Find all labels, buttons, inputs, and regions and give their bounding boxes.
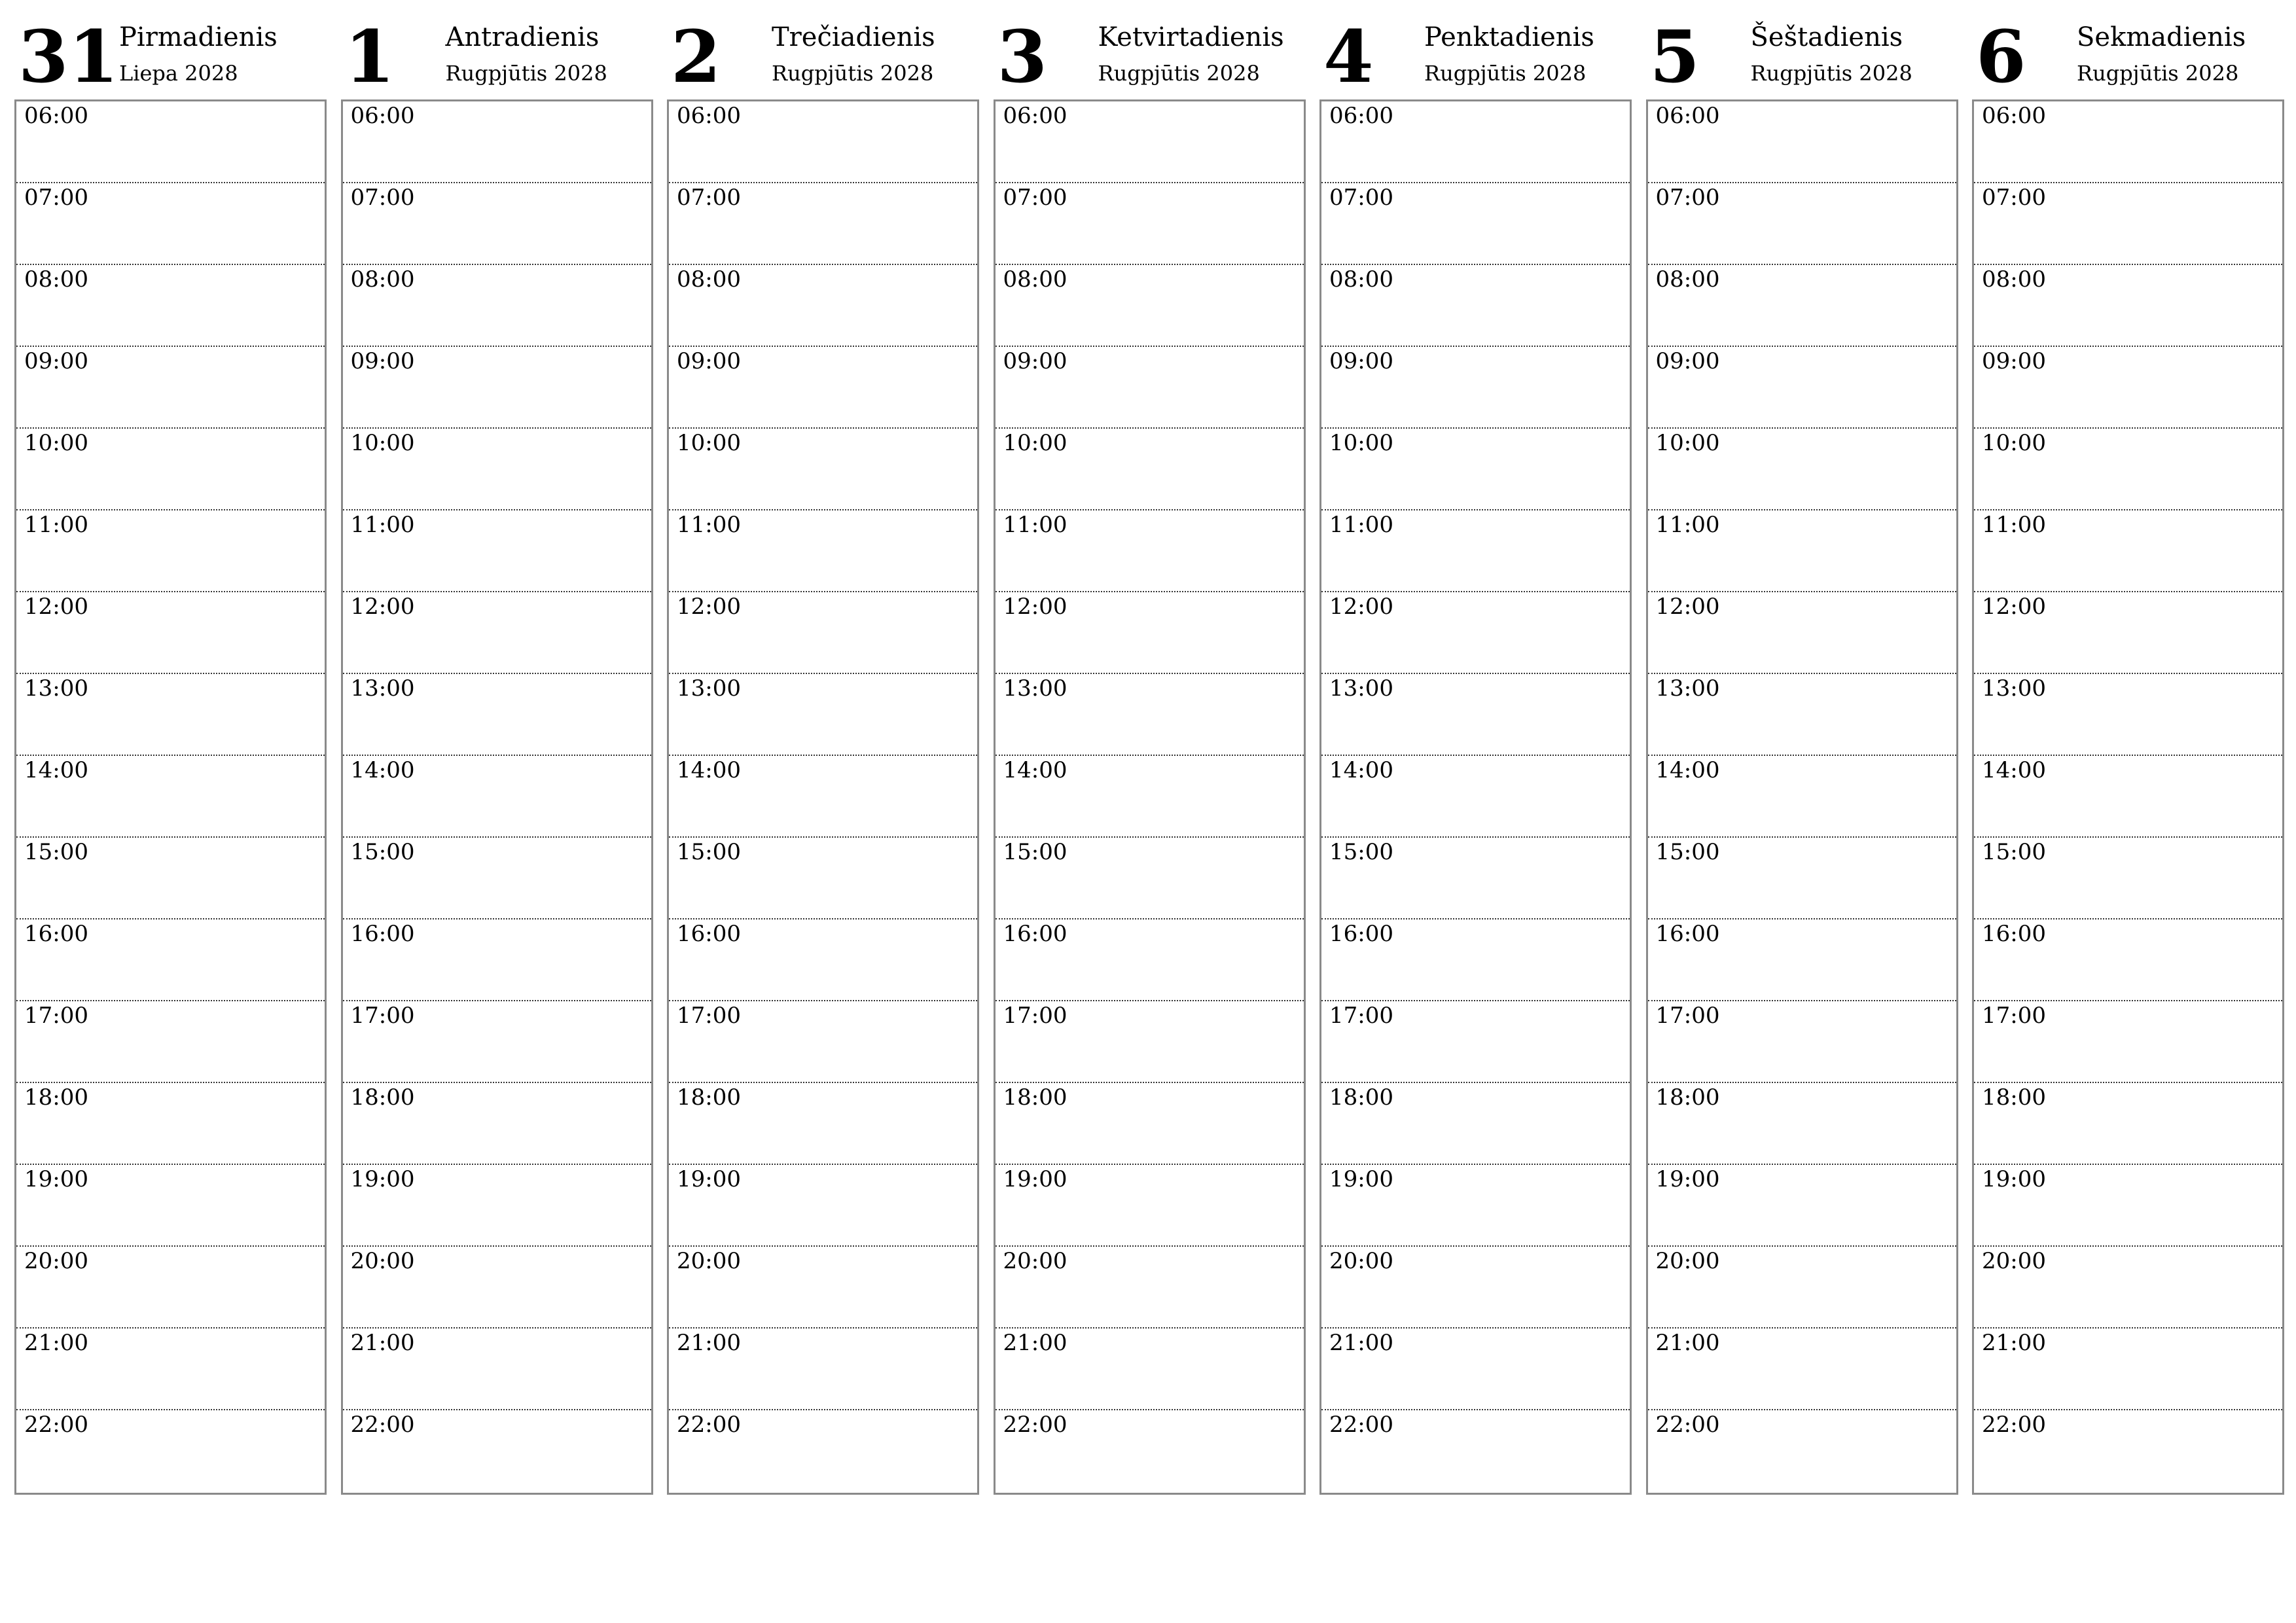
hour-slot[interactable]	[996, 592, 1304, 674]
day-name: Penktadienis	[1424, 22, 1594, 52]
hours-box	[341, 99, 653, 1495]
hour-slot[interactable]	[669, 919, 977, 1001]
hour-slot[interactable]	[343, 429, 651, 510]
hour-label: 16:00	[24, 921, 88, 947]
hour-label: 16:00	[677, 921, 741, 947]
hour-slot[interactable]	[343, 1410, 651, 1492]
hour-slot[interactable]	[16, 1329, 325, 1410]
hour-label: 10:00	[677, 430, 741, 456]
day-month: Rugpjūtis 2028	[1750, 61, 1912, 86]
hour-label: 20:00	[1982, 1248, 2046, 1274]
hour-label: 06:00	[350, 103, 415, 129]
hour-slot[interactable]	[669, 510, 977, 592]
hour-label: 22:00	[1655, 1412, 1720, 1438]
hour-slot[interactable]	[16, 510, 325, 592]
hour-slot[interactable]	[343, 265, 651, 347]
hour-label: 08:00	[1003, 266, 1067, 293]
hour-slot[interactable]	[1321, 919, 1630, 1001]
hour-label: 13:00	[1329, 675, 1393, 702]
hour-slot[interactable]	[343, 838, 651, 919]
day-name: Ketvirtadienis	[1098, 22, 1284, 52]
hour-label: 12:00	[350, 594, 415, 620]
day-column	[1646, 0, 1958, 1505]
hour-slot[interactable]	[996, 510, 1304, 592]
hour-label: 06:00	[677, 103, 741, 129]
hour-label: 06:00	[1329, 103, 1393, 129]
hour-slot[interactable]	[1648, 1329, 1956, 1410]
hour-label: 21:00	[24, 1330, 88, 1356]
hour-label: 11:00	[1982, 512, 2046, 538]
hour-slot[interactable]	[16, 183, 325, 265]
day-name: Sekmadienis	[2077, 22, 2246, 52]
hour-label: 19:00	[24, 1166, 88, 1192]
day-column	[14, 0, 327, 1505]
hour-slot[interactable]	[996, 265, 1304, 347]
hour-label: 20:00	[1655, 1248, 1720, 1274]
hour-slot[interactable]	[1974, 101, 2282, 183]
hour-label: 08:00	[1655, 266, 1720, 293]
hour-slot[interactable]	[1974, 838, 2282, 919]
hour-slot[interactable]	[16, 101, 325, 183]
hour-label: 20:00	[24, 1248, 88, 1274]
hour-label: 12:00	[1003, 594, 1067, 620]
hour-label: 17:00	[1329, 1003, 1393, 1029]
hour-label: 13:00	[24, 675, 88, 702]
hour-slot[interactable]	[669, 1001, 977, 1083]
day-column	[667, 0, 979, 1505]
hour-slot[interactable]	[1974, 1083, 2282, 1165]
hour-label: 18:00	[24, 1084, 88, 1111]
hour-slot[interactable]	[343, 347, 651, 429]
hour-slot[interactable]	[343, 1165, 651, 1247]
hour-label: 10:00	[1329, 430, 1393, 456]
hour-slot[interactable]	[1974, 592, 2282, 674]
hour-label: 22:00	[24, 1412, 88, 1438]
hour-slot[interactable]	[1648, 429, 1956, 510]
hour-label: 18:00	[350, 1084, 415, 1111]
hour-slot[interactable]	[669, 1247, 977, 1329]
hour-label: 16:00	[1329, 921, 1393, 947]
hour-label: 07:00	[1982, 185, 2046, 211]
hour-slot[interactable]	[1648, 183, 1956, 265]
hour-slot[interactable]	[343, 1083, 651, 1165]
hour-label: 12:00	[24, 594, 88, 620]
hour-label: 09:00	[1003, 348, 1067, 374]
hour-slot[interactable]	[16, 347, 325, 429]
hour-slot[interactable]	[1974, 429, 2282, 510]
hour-label: 17:00	[1655, 1003, 1720, 1029]
hour-label: 10:00	[350, 430, 415, 456]
hour-label: 19:00	[350, 1166, 415, 1192]
hour-label: 13:00	[677, 675, 741, 702]
hour-slot[interactable]	[1648, 838, 1956, 919]
hour-slot[interactable]	[16, 919, 325, 1001]
hour-slot[interactable]	[1974, 510, 2282, 592]
hour-slot[interactable]	[1648, 592, 1956, 674]
hour-label: 10:00	[1655, 430, 1720, 456]
hour-slot[interactable]	[1974, 265, 2282, 347]
hour-slot[interactable]	[1974, 1410, 2282, 1492]
hour-label: 15:00	[1329, 839, 1393, 865]
hour-label: 21:00	[1003, 1330, 1067, 1356]
hour-label: 22:00	[1329, 1412, 1393, 1438]
hour-label: 09:00	[1655, 348, 1720, 374]
hour-slot[interactable]	[669, 265, 977, 347]
hour-label: 13:00	[1982, 675, 2046, 702]
hour-slot[interactable]	[669, 347, 977, 429]
hour-slot[interactable]	[996, 1001, 1304, 1083]
hour-slot[interactable]	[1321, 674, 1630, 756]
hour-label: 17:00	[1003, 1003, 1067, 1029]
hour-slot[interactable]	[996, 101, 1304, 183]
hour-slot[interactable]	[1648, 101, 1956, 183]
hour-label: 08:00	[677, 266, 741, 293]
hour-label: 07:00	[24, 185, 88, 211]
hour-label: 08:00	[24, 266, 88, 293]
day-column	[1319, 0, 1632, 1505]
hour-label: 15:00	[677, 839, 741, 865]
hour-label: 12:00	[677, 594, 741, 620]
hour-slot[interactable]	[1321, 1247, 1630, 1329]
day-month: Rugpjūtis 2028	[1424, 61, 1587, 86]
hour-label: 20:00	[677, 1248, 741, 1274]
hour-slot[interactable]	[1321, 592, 1630, 674]
hour-label: 06:00	[1003, 103, 1067, 129]
hour-slot[interactable]	[669, 429, 977, 510]
hour-label: 18:00	[1329, 1084, 1393, 1111]
hour-label: 13:00	[1003, 675, 1067, 702]
hour-label: 21:00	[350, 1330, 415, 1356]
hour-slot[interactable]	[1648, 1165, 1956, 1247]
hour-slot[interactable]	[1974, 674, 2282, 756]
hour-label: 21:00	[1982, 1330, 2046, 1356]
hour-slot[interactable]	[1321, 1410, 1630, 1492]
hours-box	[14, 99, 327, 1495]
hour-slot[interactable]	[669, 101, 977, 183]
hour-slot[interactable]	[16, 429, 325, 510]
hour-label: 14:00	[1982, 757, 2046, 783]
hour-slot[interactable]	[343, 919, 651, 1001]
hours-box	[667, 99, 979, 1495]
hour-slot[interactable]	[16, 674, 325, 756]
hour-label: 14:00	[677, 757, 741, 783]
hour-slot[interactable]	[669, 592, 977, 674]
hour-slot[interactable]	[1648, 265, 1956, 347]
hour-label: 18:00	[1982, 1084, 2046, 1111]
day-number: 5	[1649, 14, 1700, 99]
day-number: 2	[671, 14, 721, 99]
hour-label: 11:00	[1329, 512, 1393, 538]
hour-label: 12:00	[1982, 594, 2046, 620]
hour-slot[interactable]	[16, 592, 325, 674]
hour-label: 21:00	[677, 1330, 741, 1356]
hour-label: 12:00	[1655, 594, 1720, 620]
hour-label: 19:00	[1003, 1166, 1067, 1192]
hour-slot[interactable]	[1648, 1001, 1956, 1083]
hour-label: 17:00	[24, 1003, 88, 1029]
hour-label: 15:00	[24, 839, 88, 865]
day-header	[1972, 0, 2284, 99]
hour-slot[interactable]	[669, 1410, 977, 1492]
hour-label: 19:00	[1655, 1166, 1720, 1192]
day-name: Trečiadienis	[772, 22, 935, 52]
hours-box	[994, 99, 1306, 1495]
hour-slot[interactable]	[996, 674, 1304, 756]
hour-slot[interactable]	[1974, 347, 2282, 429]
hour-slot[interactable]	[996, 1165, 1304, 1247]
day-number: 6	[1976, 14, 2026, 99]
hour-label: 22:00	[350, 1412, 415, 1438]
hour-slot[interactable]	[996, 756, 1304, 838]
hour-label: 10:00	[24, 430, 88, 456]
day-header	[667, 0, 979, 99]
hour-label: 21:00	[1329, 1330, 1393, 1356]
hour-label: 11:00	[24, 512, 88, 538]
hour-slot[interactable]	[1648, 347, 1956, 429]
hour-slot[interactable]	[1974, 756, 2282, 838]
hour-slot[interactable]	[343, 592, 651, 674]
hour-label: 11:00	[350, 512, 415, 538]
hour-slot[interactable]	[16, 1247, 325, 1329]
hour-label: 12:00	[1329, 594, 1393, 620]
hour-label: 09:00	[24, 348, 88, 374]
hour-label: 19:00	[1329, 1166, 1393, 1192]
hour-label: 20:00	[1003, 1248, 1067, 1274]
hour-slot[interactable]	[16, 1165, 325, 1247]
hour-slot[interactable]	[1321, 838, 1630, 919]
day-column	[341, 0, 653, 1505]
hour-label: 09:00	[677, 348, 741, 374]
hour-label: 15:00	[350, 839, 415, 865]
hour-slot[interactable]	[1974, 919, 2282, 1001]
hour-slot[interactable]	[1648, 1247, 1956, 1329]
hour-slot[interactable]	[1648, 756, 1956, 838]
day-number: 31	[18, 14, 119, 99]
hour-label: 10:00	[1982, 430, 2046, 456]
hour-slot[interactable]	[343, 674, 651, 756]
hour-label: 08:00	[1329, 266, 1393, 293]
hour-slot[interactable]	[669, 674, 977, 756]
hour-slot[interactable]	[1321, 347, 1630, 429]
hour-slot[interactable]	[1648, 674, 1956, 756]
hour-label: 22:00	[677, 1412, 741, 1438]
hour-label: 16:00	[1655, 921, 1720, 947]
day-month: Rugpjūtis 2028	[445, 61, 607, 86]
hour-label: 16:00	[1003, 921, 1067, 947]
hour-slot[interactable]	[343, 1001, 651, 1083]
hour-slot[interactable]	[996, 1247, 1304, 1329]
hour-slot[interactable]	[1321, 101, 1630, 183]
hour-slot[interactable]	[996, 429, 1304, 510]
hours-box	[1972, 99, 2284, 1495]
hour-slot[interactable]	[669, 756, 977, 838]
weekly-planner	[14, 0, 2286, 1505]
hour-label: 19:00	[677, 1166, 741, 1192]
hour-slot[interactable]	[996, 1329, 1304, 1410]
hours-box	[1319, 99, 1632, 1495]
hour-slot[interactable]	[669, 838, 977, 919]
hour-label: 14:00	[350, 757, 415, 783]
hour-label: 22:00	[1982, 1412, 2046, 1438]
hour-label: 13:00	[350, 675, 415, 702]
hour-label: 14:00	[24, 757, 88, 783]
hour-label: 16:00	[350, 921, 415, 947]
day-column	[994, 0, 1306, 1505]
hour-label: 15:00	[1655, 839, 1720, 865]
hour-label: 07:00	[350, 185, 415, 211]
hour-label: 14:00	[1329, 757, 1393, 783]
hour-slot[interactable]	[16, 1410, 325, 1492]
day-number: 3	[997, 14, 1048, 99]
hour-slot[interactable]	[996, 1410, 1304, 1492]
hour-label: 09:00	[1329, 348, 1393, 374]
hour-slot[interactable]	[343, 1247, 651, 1329]
hour-label: 22:00	[1003, 1412, 1067, 1438]
hour-slot[interactable]	[669, 1329, 977, 1410]
hour-label: 07:00	[677, 185, 741, 211]
day-name: Pirmadienis	[119, 22, 278, 52]
hour-label: 08:00	[350, 266, 415, 293]
hour-label: 15:00	[1982, 839, 2046, 865]
day-header	[341, 0, 653, 99]
hour-slot[interactable]	[343, 510, 651, 592]
hour-slot[interactable]	[1321, 1083, 1630, 1165]
day-header	[1646, 0, 1958, 99]
hour-label: 07:00	[1003, 185, 1067, 211]
hour-slot[interactable]	[996, 347, 1304, 429]
hour-label: 17:00	[350, 1003, 415, 1029]
day-month: Rugpjūtis 2028	[1098, 61, 1260, 86]
day-month: Rugpjūtis 2028	[772, 61, 934, 86]
hour-label: 10:00	[1003, 430, 1067, 456]
hour-label: 21:00	[1655, 1330, 1720, 1356]
hour-slot[interactable]	[1648, 1410, 1956, 1492]
hour-slot[interactable]	[1974, 1329, 2282, 1410]
hours-box	[1646, 99, 1958, 1495]
hour-slot[interactable]	[669, 1165, 977, 1247]
hour-slot[interactable]	[16, 1083, 325, 1165]
day-month: Liepa 2028	[119, 61, 238, 86]
hour-label: 16:00	[1982, 921, 2046, 947]
hour-label: 06:00	[24, 103, 88, 129]
hour-label: 18:00	[1655, 1084, 1720, 1111]
hour-slot[interactable]	[16, 838, 325, 919]
hour-label: 14:00	[1655, 757, 1720, 783]
hour-slot[interactable]	[996, 1083, 1304, 1165]
hour-label: 09:00	[350, 348, 415, 374]
hour-slot[interactable]	[343, 101, 651, 183]
day-header	[1319, 0, 1632, 99]
day-number: 4	[1323, 14, 1374, 99]
hour-slot[interactable]	[1321, 1165, 1630, 1247]
hour-label: 18:00	[677, 1084, 741, 1111]
hour-label: 07:00	[1329, 185, 1393, 211]
day-column	[1972, 0, 2284, 1505]
hour-label: 11:00	[1655, 512, 1720, 538]
day-number: 1	[344, 14, 395, 99]
hour-label: 08:00	[1982, 266, 2046, 293]
hour-slot[interactable]	[1321, 183, 1630, 265]
day-month: Rugpjūtis 2028	[2077, 61, 2239, 86]
hour-slot[interactable]	[1974, 1001, 2282, 1083]
day-header	[994, 0, 1306, 99]
hour-label: 13:00	[1655, 675, 1720, 702]
hour-slot[interactable]	[996, 183, 1304, 265]
hour-slot[interactable]	[669, 183, 977, 265]
hour-label: 11:00	[1003, 512, 1067, 538]
hour-label: 17:00	[1982, 1003, 2046, 1029]
hour-label: 09:00	[1982, 348, 2046, 374]
hour-label: 17:00	[677, 1003, 741, 1029]
hour-slot[interactable]	[1648, 1083, 1956, 1165]
hour-label: 20:00	[1329, 1248, 1393, 1274]
day-name: Šeštadienis	[1750, 22, 1903, 52]
hour-slot[interactable]	[1974, 1247, 2282, 1329]
hour-slot[interactable]	[1321, 1329, 1630, 1410]
hour-slot[interactable]	[1648, 510, 1956, 592]
hour-label: 11:00	[677, 512, 741, 538]
hour-slot[interactable]	[16, 1001, 325, 1083]
hour-slot[interactable]	[1321, 265, 1630, 347]
hour-slot[interactable]	[16, 756, 325, 838]
hour-label: 06:00	[1655, 103, 1720, 129]
hour-slot[interactable]	[669, 1083, 977, 1165]
hour-slot[interactable]	[1321, 756, 1630, 838]
hour-slot[interactable]	[343, 1329, 651, 1410]
hour-slot[interactable]	[1974, 183, 2282, 265]
hour-slot[interactable]	[996, 838, 1304, 919]
hour-slot[interactable]	[1648, 919, 1956, 1001]
hour-label: 20:00	[350, 1248, 415, 1274]
hour-label: 18:00	[1003, 1084, 1067, 1111]
hour-slot[interactable]	[1321, 1001, 1630, 1083]
hour-label: 14:00	[1003, 757, 1067, 783]
day-name: Antradienis	[445, 22, 600, 52]
hour-label: 06:00	[1982, 103, 2046, 129]
hour-slot[interactable]	[996, 919, 1304, 1001]
hour-label: 15:00	[1003, 839, 1067, 865]
hour-slot[interactable]	[1321, 429, 1630, 510]
day-header	[14, 0, 327, 99]
hour-slot[interactable]	[1974, 1165, 2282, 1247]
hour-slot[interactable]	[16, 265, 325, 347]
hour-slot[interactable]	[343, 756, 651, 838]
hour-label: 19:00	[1982, 1166, 2046, 1192]
hour-slot[interactable]	[343, 183, 651, 265]
hour-slot[interactable]	[1321, 510, 1630, 592]
hour-label: 07:00	[1655, 185, 1720, 211]
